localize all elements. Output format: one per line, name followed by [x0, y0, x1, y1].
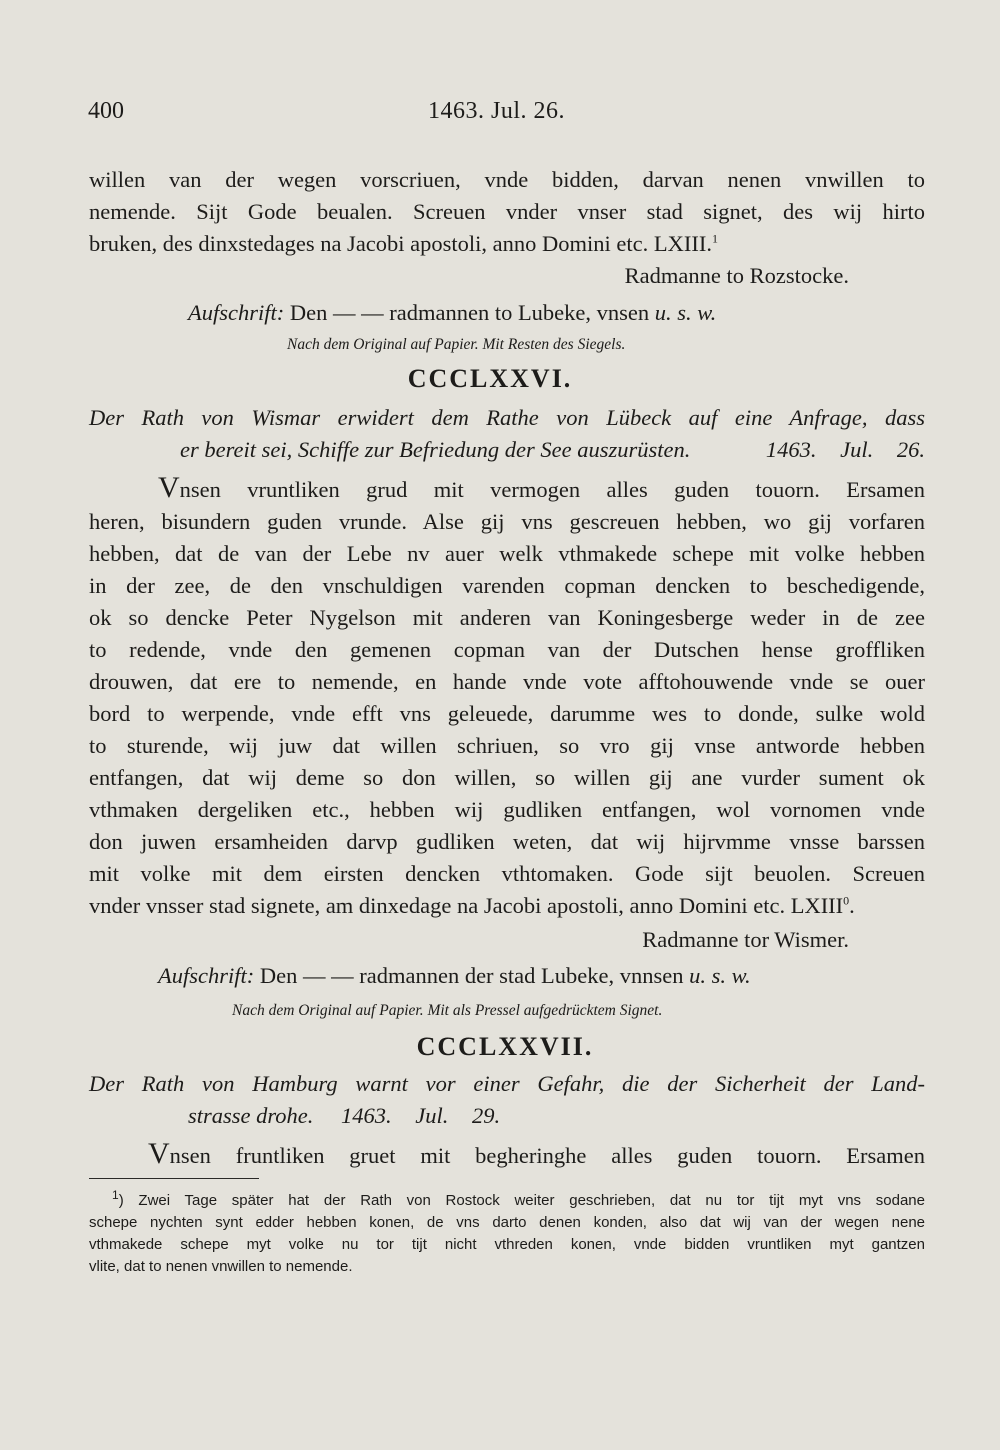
body-line-first: Vnsen vruntliken grud mit vermogen alles guden touorn. Ersamen	[158, 471, 925, 504]
regest-line: strasse drohe. 1463. Jul. 29.	[188, 1103, 501, 1128]
body-line: entfangen, dat wij deme so don willen, so willen gij ane vurder sument ok	[89, 765, 925, 790]
footnote-line: $^1$) Zwei Tage später hat der Rath von Rostock weiter geschrieben, dat nu tor tijt myt vns sodane	[112, 1188, 925, 1209]
address-text: Den — — radmannen to Lubeke, vnsen	[289, 300, 650, 325]
body-line: in der zee, de den vnschuldigen varenden copman dencken to beschedigende,	[89, 573, 925, 598]
address-line	[158, 960, 751, 992]
body-line: to sturende, wij juw dat willen schriuen, so vro gij vnse antworde hebben	[89, 733, 925, 758]
body-line: don juwen ersamheiden darvp gudliken weten, dat wij hijrvmme vnsse barssen	[89, 829, 925, 854]
running-head: 1463. Jul. 26.	[428, 98, 566, 124]
year-mark: 0	[843, 893, 850, 908]
source-note: Nach dem Original auf Papier. Mit Resten des Siegels.	[287, 336, 626, 353]
address-text: Den — — radmannen der stad Lubeke, vnnsen	[259, 963, 684, 988]
regest-line: er bereit sei, Schiffe zur Befriedung der See auszurüsten. 1463. Jul. 26.	[180, 434, 925, 466]
footnote-marker: 1	[711, 231, 718, 246]
regest-line: Der Rath von Hamburg warnt vor einer Gefahr, die der Sicherheit der Land-	[89, 1071, 925, 1096]
regest-date: 1463. Jul. 29.	[341, 1103, 501, 1128]
body-line-first: Vnsen fruntliken gruet mit begheringhe alles guden touorn. Ersamen	[148, 1137, 925, 1170]
regest-line: Der Rath von Wismar erwidert dem Rathe von Lübeck auf eine Anfrage, dass	[89, 405, 925, 430]
regest-date: 1463. Jul. 26.	[765, 437, 925, 462]
document-number: CCCLXXVII.	[416, 1032, 594, 1061]
body-line: to redende, vnde den gemenen copman van der Dutschen hense groffliken	[89, 637, 925, 662]
initial-letter: V	[148, 1137, 170, 1170]
body-line: hebben, dat de van der Lebe nv auer welk vthmakede schepe mit volke hebben	[89, 541, 925, 566]
source-note: Nach dem Original auf Papier. Mit als Pressel aufgedrücktem Signet.	[232, 1002, 663, 1019]
body-line: vnder vnsser stad signete, am dinxedage na Jacobi apostoli, anno Domini etc. LXIII$^0$.	[89, 893, 855, 918]
address-label: Aufschrift:	[158, 963, 255, 988]
document-number: CCCLXXVI.	[407, 364, 573, 393]
body-line: bord to werpende, vnde efft vns geleuede, darumme wes to donde, sulke wold	[89, 701, 925, 726]
body-line: nemende. Sijt Gode beualen. Screuen vnder vnser stad signet, des wij hirto	[89, 199, 925, 224]
body-line: heren, bisundern guden vrunde. Alse gij vns gescreuen hebben, wo gij vorfaren	[89, 509, 925, 534]
footnote-rule	[89, 1178, 259, 1179]
body-line: willen van der wegen vorscriuen, vnde bidden, darvan nenen vnwillen to	[89, 167, 925, 192]
address-label: Aufschrift:	[188, 300, 285, 325]
page-number: 400	[88, 98, 124, 124]
address-abbrev: u. s. w.	[654, 300, 717, 325]
address-line	[188, 297, 716, 329]
body-line: mit volke mit dem eirsten dencken vthtomaken. Gode sijt beuolen. Screuen	[89, 861, 925, 886]
body-line: ok so dencke Peter Nygelson mit anderen van Koningesberge weder in de zee	[89, 605, 925, 630]
body-line: bruken, des dinxstedages na Jacobi apostoli, anno Domini etc. LXIII.$^1$	[89, 231, 718, 256]
body-line: vthmaken dergeliken etc., hebben wij gudliken entfangen, wol vornomen vnde	[89, 797, 925, 822]
body-line: drouwen, dat ere to nemende, en hande vnde vote afftohouwende vnde se ouer	[89, 669, 925, 694]
footnote-line: schepe nychten synt edder hebben konen, de vns darto denen konden, also dat wij van der wegen nene	[89, 1214, 925, 1231]
footnote-marker: 1	[112, 1188, 119, 1202]
footnote-line: vlite, dat to nenen vnwillen to nemende.	[89, 1258, 353, 1275]
address-abbrev: u. s. w.	[689, 963, 751, 988]
signature: Radmanne to Rozstocke.	[624, 263, 849, 288]
initial-letter: V	[158, 471, 180, 504]
footnote-line: vthmakede schepe myt volke nu tor tijt nicht vthreden konen, vnde bidden vruntliken myt gantzen	[89, 1236, 925, 1253]
signature: Radmanne tor Wismer.	[642, 927, 849, 952]
